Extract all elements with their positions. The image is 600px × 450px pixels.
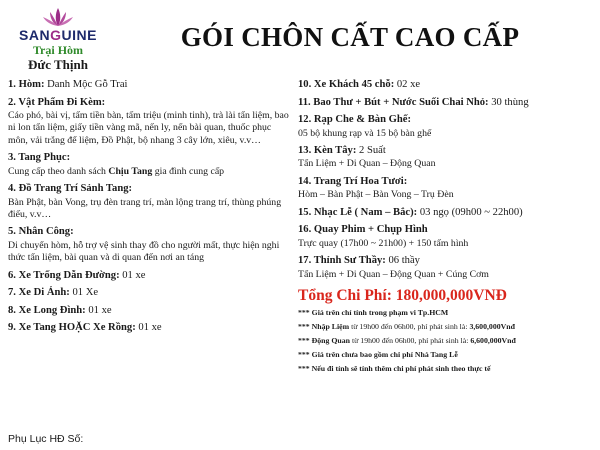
- section-12: [298, 113, 594, 140]
- section-1: [8, 78, 290, 92]
- section-heading: 6. Xe Trống Dẫn Đường:: [8, 269, 120, 281]
- section-3: [8, 151, 290, 178]
- section-4: [8, 182, 290, 221]
- total-cost: Tổng Chi Phí: 180,000,000VNĐ: [298, 287, 507, 305]
- section-value: 03 ngọ (09h00 ~ 22h00): [417, 206, 523, 218]
- section-heading: 5. Nhân Công:: [8, 226, 74, 238]
- section-body: Di chuyển hòm, hỗ trợ vệ sinh thay đồ cho người mất, thực hiện nghi thức tẩn liệm, bài quan và di quan đến nơi an táng: [8, 239, 280, 264]
- section-13: [298, 144, 594, 171]
- note-line: *** Giá trên chưa bao gồm chi phí Nhà Tang Lễ: [298, 349, 458, 359]
- contract-appendix-label: Phụ Lục HĐ Số:: [8, 433, 84, 445]
- brand-name: SANGUINE: [19, 27, 97, 43]
- section-heading: 1. Hòm:: [8, 79, 45, 90]
- header: [0, 0, 600, 78]
- section-value: 01 xe: [135, 322, 162, 334]
- logo: [8, 6, 108, 72]
- section-value: 01 Xe: [69, 287, 99, 299]
- section-body: Trực quay (17h00 ~ 21h00) + 150 tấm hình: [298, 237, 469, 249]
- section-15: [298, 206, 594, 220]
- brand-subtitle-1: Trại Hòm: [32, 43, 84, 57]
- section-8: [8, 304, 290, 318]
- section-heading: 12. Rạp Che & Bàn Ghế:: [298, 114, 412, 125]
- note-line: *** Giá trên chỉ tính trong phạm vi Tp.HCM: [298, 307, 449, 317]
- left-column: [8, 78, 290, 339]
- section-heading: 2. Vật Phẩm Đi Kèm:: [8, 96, 106, 108]
- section-body: Cáo phó, bài vị, tấm tiền bàn, tấm triệu (minh tinh), trà lài tẩn liệm, bao ni lon tẩn liệm, giấy tiền vàng mã, nến ly, nến bài quan, thuốc phục môn, vải trắng để liệm, Đồ Phật, bộ nhang 3 cây lớn, xiêu, v.v…: [8, 110, 289, 146]
- section-body: Bàn Phật, bàn Vong, trụ đèn trang trí, màn lộng trang trí, thùng phúng điếu, v.v…: [8, 196, 282, 221]
- section-9: [8, 321, 290, 335]
- section-body: Hòm – Bàn Phật – Bàn Vong – Trụ Đèn: [298, 189, 454, 201]
- section-17: [298, 254, 594, 281]
- section-body: Tẩn Liệm + Di Quan – Động Quan: [298, 158, 436, 170]
- section-5: [8, 225, 290, 264]
- section-heading: 11. Bao Thư + Bút + Nước Suối Chai Nhỏ:: [298, 96, 489, 108]
- section-16: [298, 223, 594, 250]
- note-line: *** Nếu đi tỉnh sẽ tính thêm chi phí phát sinh theo thực tế: [298, 363, 491, 373]
- section-heading: 7. Xe Di Ảnh:: [8, 287, 70, 299]
- brand-subtitle-2: Đức Thịnh: [28, 57, 88, 72]
- notes: [298, 306, 594, 376]
- section-heading: 9. Xe Tang HOẶC Xe Rồng:: [8, 322, 136, 334]
- section-value: Danh Mộc Gỗ Trai: [44, 79, 128, 90]
- section-heading: 13. Kèn Tây:: [298, 144, 357, 156]
- section-value: 06 thầy: [385, 255, 420, 267]
- section-value: 01 xe: [119, 269, 146, 281]
- section-value: 30 thùng: [488, 96, 529, 108]
- section-heading: 8. Xe Long Đình:: [8, 304, 86, 316]
- right-column: [298, 78, 594, 376]
- note-line: *** Nhập Liệm từ 19h00 đến 06h00, phí phát sinh là: 3,600,000Vnđ: [298, 321, 515, 331]
- section-heading: 17. Thỉnh Sư Thầy:: [298, 255, 386, 267]
- section-value: 01 xe: [85, 304, 112, 316]
- section-14: [298, 175, 594, 202]
- section-2: [8, 96, 290, 148]
- note-line: *** Động Quan từ 19h00 đến 06h00, phí phát sinh là: 6,600,000Vnđ: [298, 335, 516, 345]
- section-value: 2 Suất: [356, 144, 386, 156]
- lotus-icon: [38, 6, 78, 28]
- section-11: [298, 96, 594, 110]
- section-7: [8, 286, 290, 300]
- section-heading: 4. Đồ Trang Trí Sảnh Tang:: [8, 183, 133, 195]
- section-10: [298, 78, 594, 92]
- section-body: Tẩn Liệm + Di Quan – Động Quan + Cúng Cơm: [298, 268, 489, 280]
- section-body: Cung cấp theo danh sách Chịu Tang gia đình cung cấp: [8, 165, 225, 177]
- section-value: 02 xe: [394, 79, 421, 90]
- section-heading: 14. Trang Trí Hoa Tươi:: [298, 175, 408, 187]
- section-body: 05 bộ khung rạp và 15 bộ bàn ghế: [298, 127, 432, 139]
- section-heading: 16. Quay Phim + Chụp Hình: [298, 224, 428, 236]
- section-heading: 3. Tang Phục:: [8, 152, 71, 164]
- page-title: GÓI CHÔN CẤT CAO CẤP: [180, 22, 520, 52]
- section-heading: 15. Nhạc Lễ ( Nam – Bắc):: [298, 206, 418, 218]
- section-6: [8, 269, 290, 283]
- section-heading: 10. Xe Khách 45 chỗ:: [298, 79, 395, 90]
